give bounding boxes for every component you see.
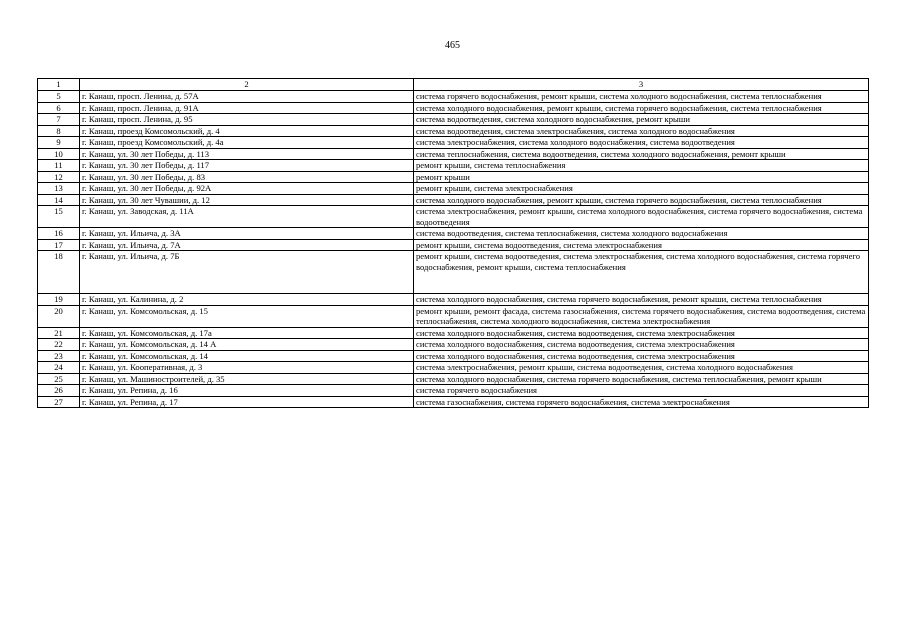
table-row bbox=[38, 294, 869, 306]
row-number-cell: 11 bbox=[38, 160, 80, 172]
table-row bbox=[38, 125, 869, 137]
row-number-cell: 9 bbox=[38, 137, 80, 149]
table-row bbox=[38, 251, 869, 294]
row-number-cell: 10 bbox=[38, 148, 80, 160]
address-cell: г. Канаш, ул. 30 лет Победы, д. 113 bbox=[80, 148, 414, 160]
address-cell: г. Канаш, ул. 30 лет Победы, д. 92А bbox=[80, 183, 414, 195]
works-cell: система холодного водоснабжения, система водоотведения, система электроснабжения bbox=[414, 327, 869, 339]
row-number-cell: 22 bbox=[38, 339, 80, 351]
works-cell: система горячего водоснабжения bbox=[414, 385, 869, 397]
address-cell: г. Канаш, проезд Комсомольский, д. 4а bbox=[80, 137, 414, 149]
address-cell: г. Канаш, просп. Ленина, д. 95 bbox=[80, 114, 414, 126]
works-cell: ремонт крыши bbox=[414, 171, 869, 183]
address-cell: г. Канаш, ул. Машиностроителей, д. 35 bbox=[80, 373, 414, 385]
works-cell: система холодного водоснабжения, система горячего водоснабжения, система теплоснабжения, ремонт крыши bbox=[414, 373, 869, 385]
works-cell: система холодного водоснабжения, система горячего водоснабжения, ремонт крыши, система теплоснабжения bbox=[414, 294, 869, 306]
works-cell: система холодного водоснабжения, ремонт крыши, система горячего водоснабжения, система теплоснабжения bbox=[414, 102, 869, 114]
address-cell: г. Канаш, ул. Репина, д. 16 bbox=[80, 385, 414, 397]
address-cell: г. Канаш, просп. Ленина, д. 57А bbox=[80, 91, 414, 103]
address-cell: г. Канаш, ул. Комсомольская, д. 17а bbox=[80, 327, 414, 339]
works-cell: система теплоснабжения, система водоотведения, система холодного водоснабжения, ремонт крыши bbox=[414, 148, 869, 160]
works-cell: система электроснабжения, система холодного водоснабжения, система водоотведения bbox=[414, 137, 869, 149]
table-row bbox=[38, 102, 869, 114]
header-cell-2: 2 bbox=[80, 79, 414, 91]
address-cell: г. Канаш, ул. Ильича, д. 7Б bbox=[80, 251, 414, 294]
table-row bbox=[38, 385, 869, 397]
works-cell: система газоснабжения, система горячего водоснабжения, система электроснабжения bbox=[414, 396, 869, 408]
row-number-cell: 23 bbox=[38, 350, 80, 362]
page-number: 465 bbox=[445, 40, 460, 51]
table-row bbox=[38, 206, 869, 228]
table-header-row bbox=[38, 79, 869, 91]
works-cell: система холодного водоснабжения, система водоотведения, система электроснабжения bbox=[414, 350, 869, 362]
works-cell: система холодного водоснабжения, система водоотведения, система электроснабжения bbox=[414, 339, 869, 351]
row-number-cell: 13 bbox=[38, 183, 80, 195]
table-row bbox=[38, 171, 869, 183]
table-row bbox=[38, 362, 869, 374]
row-number-cell: 20 bbox=[38, 305, 80, 327]
works-cell: ремонт крыши, система теплоснабжения bbox=[414, 160, 869, 172]
address-cell: г. Канаш, ул. Калинина, д. 2 bbox=[80, 294, 414, 306]
works-cell: система горячего водоснабжения, ремонт крыши, система холодного водоснабжения, система теплоснабжения bbox=[414, 91, 869, 103]
address-cell: г. Канаш, ул. 30 лет Победы, д. 83 bbox=[80, 171, 414, 183]
header-cell-1: 1 bbox=[38, 79, 80, 91]
address-cell: г. Канаш, ул. Комсомольская, д. 14 А bbox=[80, 339, 414, 351]
row-number-cell: 7 bbox=[38, 114, 80, 126]
row-number-cell: 25 bbox=[38, 373, 80, 385]
works-cell: система водоотведения, система холодного водоснабжения, ремонт крыши bbox=[414, 114, 869, 126]
row-number-cell: 18 bbox=[38, 251, 80, 294]
row-number-cell: 21 bbox=[38, 327, 80, 339]
row-number-cell: 5 bbox=[38, 91, 80, 103]
row-number-cell: 12 bbox=[38, 171, 80, 183]
works-cell: ремонт крыши, система водоотведения, система электроснабжения bbox=[414, 239, 869, 251]
table-row bbox=[38, 373, 869, 385]
row-number-cell: 26 bbox=[38, 385, 80, 397]
address-cell: г. Канаш, ул. Ильича, д. 7А bbox=[80, 239, 414, 251]
table-row bbox=[38, 239, 869, 251]
address-cell: г. Канаш, ул. Комсомольская, д. 15 bbox=[80, 305, 414, 327]
address-cell: г. Канаш, ул. Заводская, д. 11А bbox=[80, 206, 414, 228]
table-row bbox=[38, 396, 869, 408]
row-number-cell: 15 bbox=[38, 206, 80, 228]
row-number-cell: 19 bbox=[38, 294, 80, 306]
row-number-cell: 27 bbox=[38, 396, 80, 408]
table-row bbox=[38, 160, 869, 172]
address-cell: г. Канаш, ул. 30 лет Чувашии, д. 12 bbox=[80, 194, 414, 206]
works-cell: ремонт крыши, ремонт фасада, система газоснабжения, система горячего водоснабжения, система водоотведения, система теплоснабжения, система холодного водоснабжения, система электроснабжения bbox=[414, 305, 869, 327]
table-row bbox=[38, 350, 869, 362]
works-cell: ремонт крыши, система водоотведения, система электроснабжения, система холодного водоснабжения, система горячего водоснабжения, ремонт крыши, система теплоснабжения bbox=[414, 251, 869, 294]
works-cell: система водоотведения, система электроснабжения, система холодного водоснабжения bbox=[414, 125, 869, 137]
row-number-cell: 17 bbox=[38, 239, 80, 251]
repair-registry-table bbox=[37, 78, 869, 408]
works-cell: ремонт крыши, система электроснабжения bbox=[414, 183, 869, 195]
address-cell: г. Канаш, просп. Ленина, д. 91А bbox=[80, 102, 414, 114]
address-cell: г. Канаш, ул. Кооперативная, д. 3 bbox=[80, 362, 414, 374]
works-cell: система холодного водоснабжения, ремонт крыши, система горячего водоснабжения, система теплоснабжения bbox=[414, 194, 869, 206]
row-number-cell: 8 bbox=[38, 125, 80, 137]
table-row bbox=[38, 137, 869, 149]
row-number-cell: 6 bbox=[38, 102, 80, 114]
table-row bbox=[38, 305, 869, 327]
table-row bbox=[38, 228, 869, 240]
table-row bbox=[38, 91, 869, 103]
works-cell: система водоотведения, система теплоснабжения, система холодного водоснабжения bbox=[414, 228, 869, 240]
header-cell-3: 3 bbox=[414, 79, 869, 91]
table-row bbox=[38, 327, 869, 339]
table-row bbox=[38, 183, 869, 195]
address-cell: г. Канаш, ул. Ильича, д. 3А bbox=[80, 228, 414, 240]
row-number-cell: 24 bbox=[38, 362, 80, 374]
table-row bbox=[38, 194, 869, 206]
table-row bbox=[38, 339, 869, 351]
address-cell: г. Канаш, ул. 30 лет Победы, д. 117 bbox=[80, 160, 414, 172]
address-cell: г. Канаш, проезд Комсомольский, д. 4 bbox=[80, 125, 414, 137]
row-number-cell: 16 bbox=[38, 228, 80, 240]
address-cell: г. Канаш, ул. Комсомольская, д. 14 bbox=[80, 350, 414, 362]
works-cell: система электроснабжения, ремонт крыши, система водоотведения, система холодного водоснабжения bbox=[414, 362, 869, 374]
table-row bbox=[38, 114, 869, 126]
address-cell: г. Канаш, ул. Репина, д. 17 bbox=[80, 396, 414, 408]
table-row bbox=[38, 148, 869, 160]
works-cell: система электроснабжения, ремонт крыши, система холодного водоснабжения, система горячего водоснабжения, система водоотведения bbox=[414, 206, 869, 228]
row-number-cell: 14 bbox=[38, 194, 80, 206]
